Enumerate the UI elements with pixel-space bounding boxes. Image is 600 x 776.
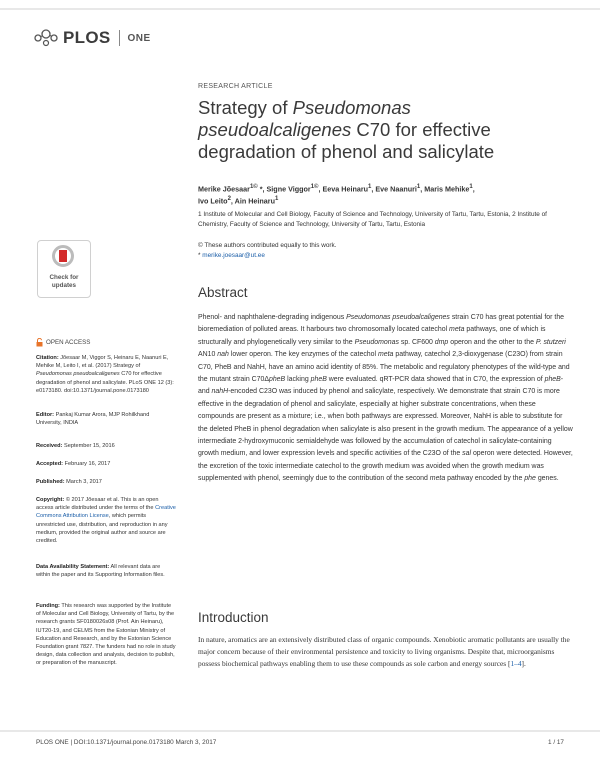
title-part-2: C70 for effective degradation of phenol and salicylate [198, 119, 495, 162]
data-availability-block [36, 563, 176, 579]
reference-link[interactable]: 1–4 [510, 659, 522, 669]
star-mark: * [198, 251, 203, 259]
author-separator: *, [257, 184, 267, 194]
author-affil-sup: 2 [227, 196, 231, 203]
title-species: Pseudomonas pseudoalcaligenes [198, 97, 411, 140]
badge-line-1: Check for [49, 274, 79, 281]
badge-text [38, 274, 90, 289]
footer-citation: PLOS ONE | DOI:10.1371/journal.pone.0173180 March 3, 2017 [36, 739, 217, 746]
page-number: 1 / 17 [548, 739, 564, 746]
introduction-heading: Introduction [198, 610, 269, 625]
citation-block [36, 354, 176, 395]
published-block [36, 478, 176, 486]
affiliations: 1 Institute of Molecular and Cell Biology, Faculty of Science and Technology, University of Tartu, Tartu, Estonia, 2 Institute of Chemistry, Faculty of Science and Technology, University of Tartu, Tartu, Estonia [198, 211, 547, 228]
received-date: September 15, 2016 [62, 443, 115, 449]
author-list [198, 182, 570, 207]
introduction-text [198, 634, 573, 671]
author-separator: , [318, 184, 323, 194]
editor-label: Editor: [36, 412, 55, 418]
citation-text-end: C70 for effective degradation of phenol and salicylate. PLoS ONE 12 (3): e0173180. doi:10.1371/journal.pone.0173180 [36, 371, 174, 394]
accepted-label: Accepted: [36, 461, 64, 467]
plos-molecule-icon [34, 29, 60, 47]
author-affil-sup: 1 [368, 184, 372, 190]
intro-paragraph-end: ]. [521, 659, 526, 669]
author-name[interactable]: Ivo Leito [198, 196, 228, 206]
author-name[interactable]: Eve Naanuri [375, 184, 417, 194]
abstract-text: Phenol- and naphthalene-degrading indigenous Pseudomonas pseudoalcaligenes strain C70 has great potential for the bioremediation of polluted areas. It harbours two chromosomally located catechol meta pathways, one of which is structurally and phylogenetically very similar to the Pseudomonas sp. CF600 dmp operon and the other to the P. stutzeri AN10 nah lower operon. The key enzymes of the catechol meta pathway, catechol 2,3-dioxygenase (C23O) from strain C70, PheB and NahH, have an amino acid identity of 85%. The metabolic and regulatory phenotypes of the wild-type and the mutant strain C70ΔpheB lacking pheB were evaluated. qRT-PCR data showed that in C70, the expression of pheB- and nahH-encoded C23O was induced by phenol and salicylate, respectively. We demonstrate that strain C70 is more effective in the degradation of phenol and salicylate, especially at higher substrate concentrations, when these compounds are present as a mixture; i.e., when both pathways are expressed. Moreover, NahH is able to substitute for the deleted PheB in phenol degradation when salicylate is also present in the growth medium. The appearance of a yellow intermediate 2-hydroxymuconic semialdehyde was followed by the accumulation of catechol in salicylate-containing growth medium, and lower expression levels and specific activities of the C23O of the sal operon were detected. However, the excretion of the toxic intermediate catechol to the growth medium was avoided when the growth medium was supplemented with phenol, seemingly due to the contribution of the second meta pathway encoded by the phe genes. [198, 314, 573, 483]
badge-line-2: updates [51, 281, 77, 289]
author-separator: , [230, 196, 235, 206]
brand-word: PLOS [63, 28, 111, 47]
author-name[interactable]: Eeva Heinaru [322, 184, 369, 194]
editor-block [36, 411, 176, 427]
author-notes [198, 241, 570, 260]
footer-bar [0, 730, 600, 732]
journal-logo[interactable] [34, 28, 151, 48]
bookmark-icon [59, 250, 67, 262]
author-affil-sup: 1© [310, 184, 319, 190]
copyright-label: Copyright: [36, 497, 65, 503]
header-bar [0, 8, 600, 10]
open-access-text: OPEN ACCESS [46, 338, 91, 346]
title-part-1: Strategy of [198, 97, 293, 118]
author-separator: , [371, 184, 376, 194]
accepted-block [36, 460, 176, 468]
author-name[interactable]: Maris Mehike [424, 184, 470, 194]
page-footer [36, 739, 564, 746]
data-availability-text: All relevant data are within the paper and its Supporting Information files. [36, 564, 165, 579]
copyright-block [36, 496, 176, 545]
citation-label: Citation: [36, 355, 59, 361]
intro-paragraph: In nature, aromatics are an extensively distributed class of organic compounds. Xenobiotic aromatic pollutants are usually the major concern because of their environmental persistence and toxicity to living organisms. Despite that, microorganisms possess biochemical pathways enabling them to use these compounds as sole carbon and energy sources [ [198, 635, 570, 669]
abstract-heading: Abstract [198, 285, 248, 300]
author-name[interactable]: Signe Viggor [266, 184, 311, 194]
citation-species: Pseudomonas pseudoalcaligenes [36, 371, 120, 378]
published-label: Published: [36, 479, 65, 485]
open-access-label [36, 338, 90, 346]
open-lock-icon [36, 338, 43, 346]
author-name[interactable]: Ain Heinaru [234, 196, 275, 206]
journal-name: ONE [127, 32, 151, 44]
license-link[interactable]: Creative Commons Attribution License [36, 505, 176, 520]
data-availability-label: Data Availability Statement: [36, 564, 110, 570]
logo-divider [119, 30, 120, 46]
funding-label: Funding: [36, 603, 60, 609]
funding-text: This research was supported by the Institute of Molecular and Cell Biology, University of Tartu, by the research grants SF0180026s08 (Prof. Ain Heinaru), IUT20-19, and CELMS from the Estonian Ministry of Education and Research, and by the Estonian Science Foundation grant 7827. The funders had no role in study design, data collection and analysis, decision to publish, or preparation of the manuscript. [36, 603, 176, 667]
email-link[interactable]: merike.joesaar@ut.ee [202, 251, 265, 259]
published-date: March 3, 2017 [64, 479, 102, 485]
equal-contribution-note: © These authors contributed equally to this work. [198, 242, 337, 249]
author-affil-sup: 1© [249, 184, 258, 190]
author-affil-sup: 1 [274, 196, 279, 203]
author-separator: , [420, 184, 425, 194]
copyright-text: © 2017 Jõesaar et al. This is an open access article distributed under the terms of the [36, 497, 159, 512]
copyright-text-end: , which permits unrestricted use, distribution, and reproduction in any medium, provided the original author and source are credited. [36, 513, 168, 545]
received-label: Received: [36, 443, 63, 449]
corresponding-author-note [198, 251, 570, 261]
author-separator: , [472, 184, 475, 194]
funding-block [36, 602, 176, 668]
citation-text: Jõesaar M, Viggor S, Heinaru E, Naanuri E, Mehike M, Leito I, et al. (2017) Strategy of [36, 355, 169, 370]
author-name[interactable]: Merike Jõesaar [198, 184, 250, 194]
received-block [36, 442, 176, 450]
article-type: RESEARCH ARTICLE [198, 83, 273, 90]
author-affil-sup: 1 [469, 184, 473, 190]
accepted-date: February 16, 2017 [63, 461, 111, 467]
check-for-updates-badge[interactable] [37, 240, 91, 298]
editor-text: Pankaj Kumar Arora, MJP Rohilkhand University, INDIA [36, 412, 150, 427]
article-title [198, 97, 568, 163]
author-affil-sup: 1 [416, 184, 421, 190]
